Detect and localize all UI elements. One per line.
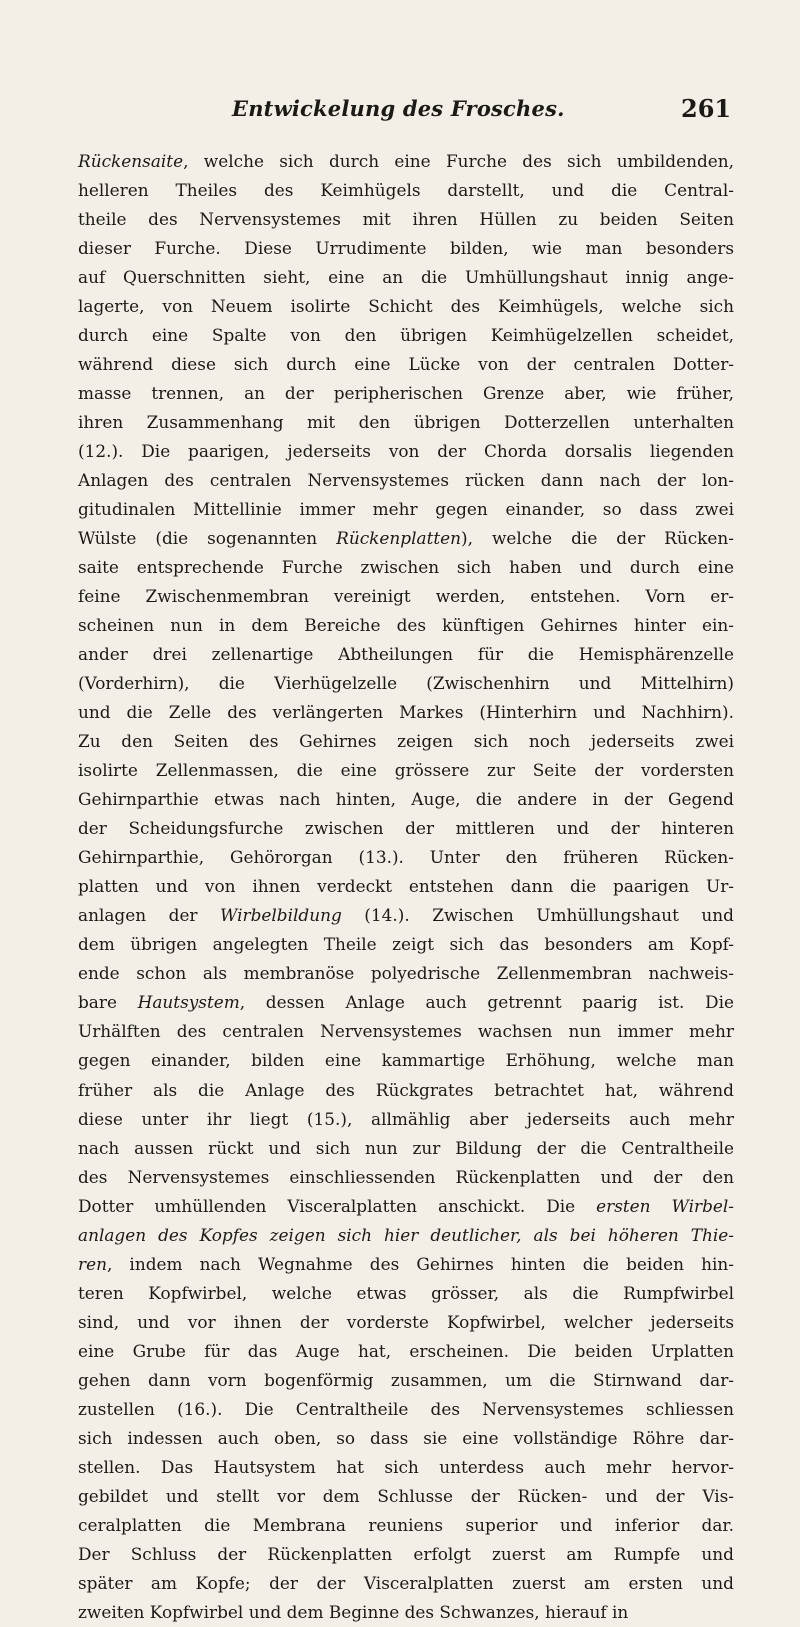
text-line xyxy=(78,176,734,205)
text-line xyxy=(78,959,734,988)
text-segment: und die Zelle des verlängerten Markes (Hinterhirn und Nachhirn). xyxy=(78,702,734,723)
text-line xyxy=(78,582,734,611)
text-segment: sich indessen auch oben, so dass sie eine vollständige Röhre dar- xyxy=(78,1427,734,1448)
text-line xyxy=(78,408,734,437)
text-line xyxy=(78,205,734,234)
text-line xyxy=(78,785,734,814)
text-segment: eine Grube für das Auge hat, erscheinen. Die beiden Urplatten xyxy=(78,1340,734,1361)
text-line xyxy=(78,1511,734,1540)
italic-text: Rückensaite xyxy=(78,151,184,171)
italic-text: anlagen des Kopfes zeigen sich hier deutlicher, als bei höheren Thie- xyxy=(78,1224,734,1245)
text-segment: , dessen Anlage auch getrennt paarig ist. Die xyxy=(239,992,734,1013)
text-line xyxy=(78,930,734,959)
text-line xyxy=(78,1017,734,1046)
text-line xyxy=(78,524,734,553)
text-segment: (12.). Die paarigen, jederseits von der Chorda dorsalis liegenden xyxy=(78,441,734,462)
text-segment: ), welche die der Rücken- xyxy=(461,528,735,549)
text-line xyxy=(78,1076,734,1105)
text-segment: Anlagen des centralen Nervensystemes rücken dann nach der lon- xyxy=(78,470,734,491)
text-segment: feine Zwischenmembran vereinigt werden, entstehen. Vorn er- xyxy=(78,586,734,607)
text-segment: durch eine Spalte von den übrigen Keimhügelzellen scheidet, xyxy=(78,325,734,346)
text-segment: Der Schluss der Rückenplatten erfolgt zuerst am Rumpfe und xyxy=(78,1543,734,1564)
text-line xyxy=(78,611,734,640)
text-segment: Gehirnparthie etwas nach hinten, Auge, die andere in der Gegend xyxy=(78,789,734,810)
text-segment: auf Querschnitten sieht, eine an die Umhüllungshaut innig ange- xyxy=(78,267,734,288)
text-line xyxy=(78,466,734,495)
text-line xyxy=(78,1308,734,1337)
text-segment: Gehirnparthie, Gehörorgan (13.). Unter den früheren Rücken- xyxy=(78,847,734,868)
text-segment: früher als die Anlage des Rückgrates betrachtet hat, während xyxy=(78,1079,734,1100)
text-line xyxy=(78,1250,734,1279)
text-line xyxy=(78,1163,734,1192)
text-segment: , welche sich durch eine Furche des sich umbildenden, xyxy=(183,151,734,171)
text-segment: später am Kopfe; der der Visceralplatten zuerst am ersten und xyxy=(78,1572,734,1593)
text-segment: sind, und vor ihnen der vorderste Kopfwirbel, welcher jederseits xyxy=(78,1311,734,1332)
text-segment: saite entsprechende Furche zwischen sich haben und durch eine xyxy=(78,557,734,578)
text-line xyxy=(78,1337,734,1366)
text-line xyxy=(78,901,734,930)
text-segment: Urhälften des centralen Nervensystemes wachsen nun immer mehr xyxy=(78,1021,734,1042)
text-segment: des Nervensystemes einschliessenden Rückenplatten und der den xyxy=(78,1166,734,1187)
text-segment: anlagen der xyxy=(78,905,221,926)
text-segment: diese unter ihr liegt (15.), allmählig aber jederseits auch mehr xyxy=(78,1108,734,1129)
text-segment: isolirte Zellenmassen, die eine grössere zur Seite der vordersten xyxy=(78,760,734,781)
text-line xyxy=(78,843,734,872)
page-number: 261 xyxy=(681,94,732,123)
text-segment: der Scheidungsfurche zwischen der mittleren und der hinteren xyxy=(78,818,734,839)
text-segment: lagerte, von Neuem isolirte Schicht des Keimhügels, welche sich xyxy=(78,296,734,317)
text-line xyxy=(78,350,734,379)
text-line xyxy=(78,321,734,350)
text-line xyxy=(78,1453,734,1482)
text-segment: ende schon als membranöse polyedrische Zellenmembran nachweis- xyxy=(78,963,734,984)
text-segment: während diese sich durch eine Lücke von der centralen Dotter- xyxy=(78,354,734,375)
text-segment: , indem nach Wegnahme des Gehirnes hinten die beiden hin- xyxy=(106,1253,734,1274)
text-line xyxy=(78,727,734,756)
italic-text: ersten Wirbel- xyxy=(596,1195,734,1216)
text-segment: masse trennen, an der peripherischen Grenze aber, wie früher, xyxy=(78,383,734,404)
text-line xyxy=(78,1482,734,1511)
text-line xyxy=(78,1598,734,1627)
text-segment: ander drei zellenartige Abtheilungen für die Hemisphärenzelle xyxy=(78,644,734,665)
text-line xyxy=(78,1046,734,1075)
text-segment: nach aussen rückt und sich nun zur Bildung der die Centraltheile xyxy=(78,1137,734,1158)
text-line xyxy=(78,1569,734,1598)
text-segment: dieser Furche. Diese Urrudimente bilden, wie man besonders xyxy=(78,238,734,259)
body-text xyxy=(78,147,734,1627)
text-line xyxy=(78,1221,734,1250)
text-segment: Zu den Seiten des Gehirnes zeigen sich noch jederseits zwei xyxy=(78,731,734,752)
text-line xyxy=(78,756,734,785)
italic-text: Hautsystem xyxy=(137,992,240,1013)
text-line xyxy=(78,872,734,901)
text-segment: zweiten Kopfwirbel und dem Beginne des Schwanzes, hierauf in xyxy=(78,1601,629,1622)
text-line xyxy=(78,1395,734,1424)
text-line xyxy=(78,495,734,524)
text-line xyxy=(78,698,734,727)
text-segment: theile des Nervensystemes mit ihren Hüllen zu beiden Seiten xyxy=(78,209,734,230)
text-segment: Wülste (die sogenannten xyxy=(78,528,337,549)
text-segment: zustellen (16.). Die Centraltheile des Nervensystemes schliessen xyxy=(78,1398,734,1419)
page-header xyxy=(0,96,800,136)
text-segment: bare xyxy=(78,992,138,1013)
text-line xyxy=(78,379,734,408)
text-line xyxy=(78,234,734,263)
text-line xyxy=(78,263,734,292)
text-line xyxy=(78,553,734,582)
text-line xyxy=(78,1192,734,1221)
text-segment: Dotter umhüllenden Visceralplatten anschickt. Die xyxy=(78,1195,597,1216)
text-line xyxy=(78,1366,734,1395)
text-line xyxy=(78,147,734,176)
text-line xyxy=(78,1105,734,1134)
text-segment: platten und von ihnen verdeckt entstehen dann die paarigen Ur- xyxy=(78,876,734,897)
text-line xyxy=(78,988,734,1017)
italic-text: ren xyxy=(78,1253,107,1274)
text-segment: teren Kopfwirbel, welche etwas grösser, als die Rumpfwirbel xyxy=(78,1282,734,1303)
text-line xyxy=(78,814,734,843)
text-segment: gebildet und stellt vor dem Schlusse der Rücken- und der Vis- xyxy=(78,1485,734,1506)
text-line xyxy=(78,1424,734,1453)
text-line xyxy=(78,1279,734,1308)
text-segment: stellen. Das Hautsystem hat sich unterdess auch mehr hervor- xyxy=(78,1456,734,1477)
text-segment: gehen dann vorn bogenförmig zusammen, um die Stirnwand dar- xyxy=(78,1369,734,1390)
text-segment: dem übrigen angelegten Theile zeigt sich das besonders am Kopf- xyxy=(78,934,734,955)
text-segment: helleren Theiles des Keimhügels darstellt, und die Central- xyxy=(78,180,734,201)
text-segment: gegen einander, bilden eine kammartige Erhöhung, welche man xyxy=(78,1050,734,1071)
text-line xyxy=(78,1540,734,1569)
text-line xyxy=(78,292,734,321)
text-segment: (14.). Zwischen Umhüllungshaut und xyxy=(341,905,734,926)
text-segment: gitudinalen Mittellinie immer mehr gegen einander, so dass zwei xyxy=(78,499,734,520)
italic-text: Rückenplatten xyxy=(336,528,462,549)
text-line xyxy=(78,437,734,466)
text-segment: ceralplatten die Membrana reuniens superior und inferior dar. xyxy=(78,1514,734,1535)
text-segment: (Vorderhirn), die Vierhügelzelle (Zwischenhirn und Mittelhirn) xyxy=(78,673,734,694)
running-title: Entwickelung des Frosches. xyxy=(232,96,565,121)
text-line xyxy=(78,669,734,698)
italic-text: Wirbelbildung xyxy=(220,905,342,926)
text-segment: scheinen nun in dem Bereiche des künftigen Gehirnes hinter ein- xyxy=(78,615,734,636)
text-line xyxy=(78,1134,734,1163)
text-line xyxy=(78,640,734,669)
text-segment: ihren Zusammenhang mit den übrigen Dotterzellen unterhalten xyxy=(78,412,734,433)
